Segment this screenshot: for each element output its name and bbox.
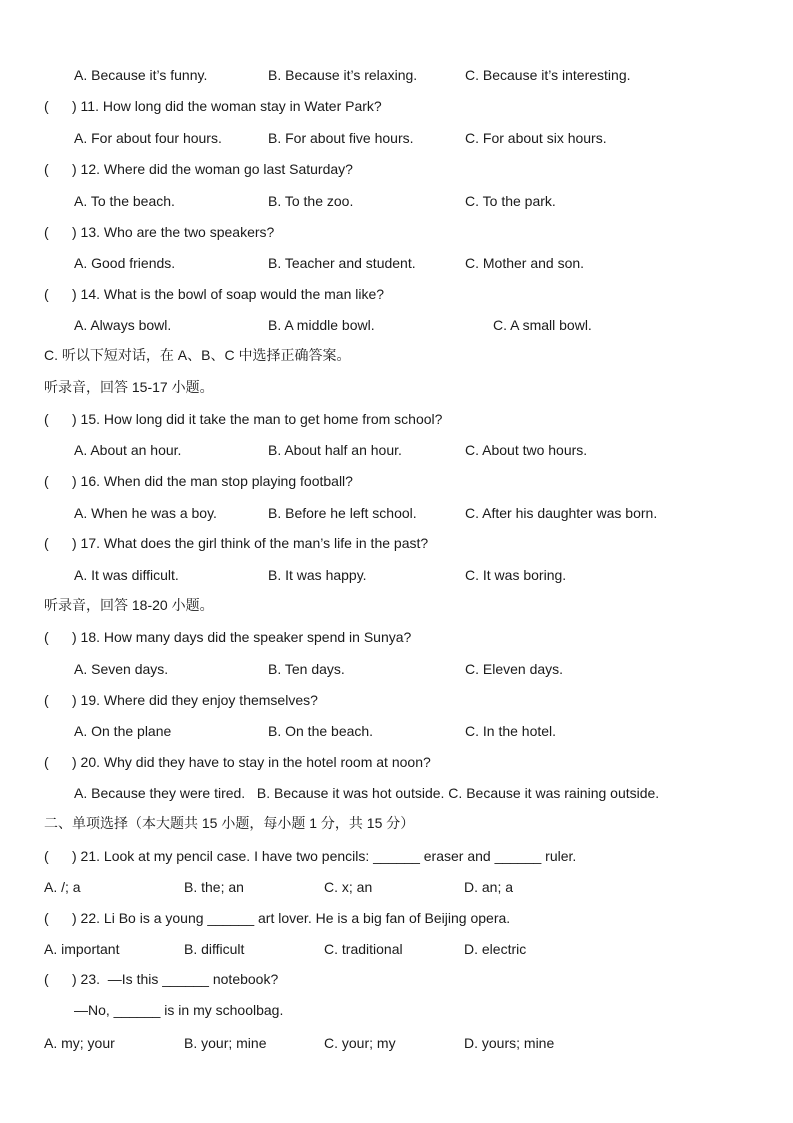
- answer-blank: (: [44, 224, 49, 240]
- answer-blank: (: [44, 754, 49, 770]
- question-text: ) 20. Why did they have to stay in the hotel room at noon?: [72, 754, 431, 770]
- question-text: ) 23. —Is this ______ notebook?: [72, 971, 279, 987]
- answer-blank: (: [44, 971, 49, 987]
- option-b: B. Because it’s relaxing.: [268, 67, 418, 83]
- option-a: A. On the plane: [74, 723, 172, 739]
- option-b: B. It was happy.: [268, 567, 367, 583]
- option-b: B. A middle bowl.: [268, 317, 375, 333]
- option-a: A. Seven days.: [74, 661, 169, 677]
- option-c: C. your; my: [324, 1035, 396, 1051]
- option-b: B. difficult: [184, 941, 245, 957]
- dialogue-line: —No, ______ is in my schoolbag.: [74, 1002, 284, 1018]
- option-a: A. It was difficult.: [74, 567, 179, 583]
- question-text: ) 12. Where did the woman go last Saturday?: [72, 161, 353, 177]
- option-c: C. Eleven days.: [465, 661, 564, 677]
- answer-blank: (: [44, 98, 49, 114]
- option-c: C. To the park.: [465, 193, 556, 209]
- option-a: A. About an hour.: [74, 442, 182, 458]
- option-a: A. important: [44, 941, 120, 957]
- answer-blank: (: [44, 161, 49, 177]
- option-c: C. traditional: [324, 941, 403, 957]
- instruction-15-17: 听录音，回答 15-17 小题。: [44, 379, 214, 395]
- option-b: B. To the zoo.: [268, 193, 354, 209]
- option-c: C. A small bowl.: [493, 317, 592, 333]
- option-c: C. x; an: [324, 879, 373, 895]
- question-text: ) 16. When did the man stop playing football?: [72, 473, 353, 489]
- options-q20: A. Because they were tired. B. Because it was hot outside. C. Because it was raining outside.: [74, 785, 660, 801]
- option-a: A. my; your: [44, 1035, 115, 1051]
- question-text: ) 22. Li Bo is a young ______ art lover. He is a big fan of Beijing opera.: [72, 910, 511, 926]
- question-text: ) 19. Where did they enjoy themselves?: [72, 692, 318, 708]
- section-c-heading: C. 听以下短对话，在 A、B、C 中选择正确答案。: [44, 347, 351, 363]
- option-b: B. About half an hour.: [268, 442, 402, 458]
- option-c: C. In the hotel.: [465, 723, 557, 739]
- answer-blank: (: [44, 848, 49, 864]
- option-c: C. For about six hours.: [465, 130, 607, 146]
- option-a: A. Always bowl.: [74, 317, 172, 333]
- option-a: A. When he was a boy.: [74, 505, 217, 521]
- option-a: A. /; a: [44, 879, 81, 895]
- option-b: B. the; an: [184, 879, 244, 895]
- answer-blank: (: [44, 473, 49, 489]
- question-text: ) 18. How many days did the speaker spend in Sunya?: [72, 629, 412, 645]
- option-c: C. About two hours.: [465, 442, 588, 458]
- option-b: B. Teacher and student.: [268, 255, 416, 271]
- answer-blank: (: [44, 910, 49, 926]
- question-text: ) 14. What is the bowl of soap would the man like?: [72, 286, 385, 302]
- option-b: B. Before he left school.: [268, 505, 417, 521]
- option-c: C. It was boring.: [465, 567, 567, 583]
- answer-blank: (: [44, 411, 49, 427]
- option-b: B. On the beach.: [268, 723, 374, 739]
- question-text: ) 11. How long did the woman stay in Water Park?: [72, 98, 382, 114]
- section-2-heading: 二、单项选择（本大题共 15 小题，每小题 1 分，共 15 分）: [44, 815, 415, 831]
- answer-blank: (: [44, 692, 49, 708]
- option-d: D. an; a: [464, 879, 514, 895]
- answer-blank: (: [44, 629, 49, 645]
- question-text: ) 13. Who are the two speakers?: [72, 224, 275, 240]
- option-b: B. For about five hours.: [268, 130, 414, 146]
- option-a: A. Because it’s funny.: [74, 67, 208, 83]
- option-d: D. electric: [464, 941, 527, 957]
- question-text: ) 21. Look at my pencil case. I have two pencils: ______ eraser and ______ ruler.: [72, 848, 577, 864]
- option-a: A. For about four hours.: [74, 130, 222, 146]
- question-text: ) 15. How long did it take the man to get home from school?: [72, 411, 443, 427]
- option-a: A. Good friends.: [74, 255, 176, 271]
- instruction-18-20: 听录音，回答 18-20 小题。: [44, 597, 214, 613]
- option-a: A. To the beach.: [74, 193, 175, 209]
- option-d: D. yours; mine: [464, 1035, 555, 1051]
- option-b: B. your; mine: [184, 1035, 267, 1051]
- option-c: C. After his daughter was born.: [465, 505, 658, 521]
- option-c: C. Mother and son.: [465, 255, 585, 271]
- question-text: ) 17. What does the girl think of the man’s life in the past?: [72, 535, 429, 551]
- answer-blank: (: [44, 535, 49, 551]
- answer-blank: (: [44, 286, 49, 302]
- option-b: B. Ten days.: [268, 661, 345, 677]
- option-c: C. Because it’s interesting.: [465, 67, 631, 83]
